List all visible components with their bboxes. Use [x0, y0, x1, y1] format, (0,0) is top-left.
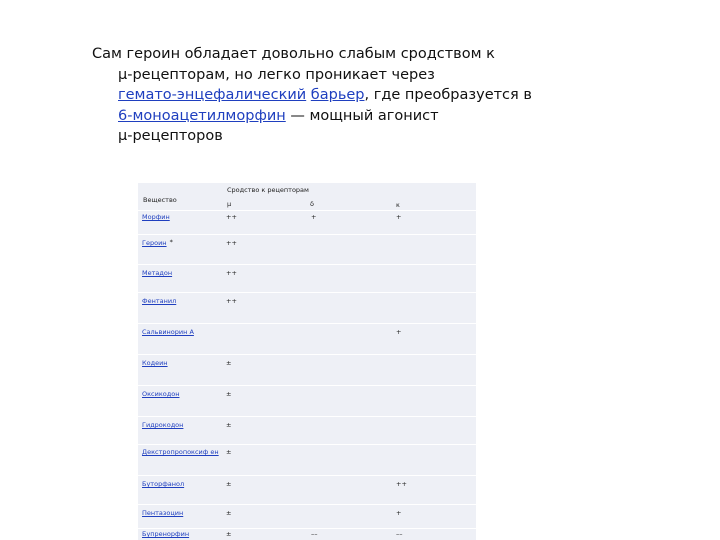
intro-after-6mam: — мощный агонист	[285, 107, 439, 124]
mu-value: ++	[226, 239, 237, 247]
table-row	[138, 444, 476, 475]
table-row	[138, 385, 476, 416]
intro-line-4	[92, 106, 592, 127]
intro-after-bbb: , где преобразуется в	[364, 87, 532, 103]
footnote-mark: *	[169, 238, 173, 246]
table-row	[138, 354, 476, 385]
row-separator	[138, 354, 476, 355]
table-row	[138, 416, 476, 444]
mu-value: ++	[226, 213, 237, 221]
substance-link[interactable]: Бупренорфин	[142, 530, 190, 538]
row-separator	[138, 444, 476, 445]
row-separator	[138, 210, 476, 211]
intro-line-2: μ-рецепторам, но легко проникает через	[118, 66, 435, 83]
receptor-affinity-table	[138, 183, 476, 540]
substance-link[interactable]: Буторфанол	[142, 480, 185, 488]
intro-line-1: Сам героин обладает довольно слабым сродством к	[92, 46, 495, 62]
substance-link[interactable]: Сальвинорин A	[142, 328, 194, 336]
table-row	[138, 234, 476, 264]
kappa-value: +	[396, 328, 402, 336]
intro-paragraph	[92, 44, 592, 147]
row-separator	[138, 234, 476, 235]
link-blood-brain[interactable]: гемато-энцефалический	[118, 87, 307, 103]
header-affinity: Сродство к рецепторам	[227, 186, 309, 194]
table-row	[138, 210, 476, 234]
table-row	[138, 504, 476, 528]
substance-link[interactable]: Оксикодон	[142, 390, 180, 398]
substance-link[interactable]: Морфин	[142, 213, 170, 221]
intro-line-5: μ-рецепторов	[118, 128, 223, 144]
mu-value: ++	[226, 269, 237, 277]
mu-value: ±	[226, 509, 232, 517]
mu-value: ±	[226, 390, 232, 398]
kappa-value: ––	[396, 530, 403, 538]
header-substance: Вещество	[143, 196, 177, 204]
header-delta: δ	[310, 200, 314, 208]
row-separator	[138, 292, 476, 293]
intro-line-3	[92, 85, 592, 106]
header-kappa: κ	[396, 201, 400, 209]
substance-link[interactable]: Кодеин	[142, 359, 168, 367]
substance-link[interactable]: Фентанил	[142, 297, 177, 305]
mu-value: ±	[226, 448, 232, 456]
table-row	[138, 528, 476, 540]
row-separator	[138, 264, 476, 265]
kappa-value: ++	[396, 480, 407, 488]
row-separator	[138, 416, 476, 417]
table-row	[138, 264, 476, 292]
table-row	[138, 292, 476, 323]
mu-value: ±	[226, 359, 232, 367]
substance-link[interactable]: Героин	[142, 239, 167, 247]
row-separator	[138, 385, 476, 386]
row-separator	[138, 504, 476, 505]
row-separator	[138, 475, 476, 476]
mu-value: ++	[226, 297, 237, 305]
link-barrier[interactable]: барьер	[310, 87, 365, 103]
mu-value: ±	[226, 421, 232, 429]
table-header	[138, 183, 476, 207]
header-mu: μ	[227, 200, 232, 208]
substance-link[interactable]: Пентазоцин	[142, 509, 184, 517]
row-separator	[138, 323, 476, 324]
row-separator	[138, 528, 476, 529]
delta-value: +	[311, 213, 317, 221]
kappa-value: +	[396, 213, 402, 221]
mu-value: ±	[226, 480, 232, 488]
substance-link[interactable]: Гидрокодон	[142, 421, 184, 429]
mu-value: ±	[226, 530, 232, 538]
kappa-value: +	[396, 509, 402, 517]
table-row	[138, 475, 476, 504]
substance-link[interactable]: Декстропропоксиф ен	[142, 448, 219, 456]
substance-link[interactable]: Метадон	[142, 269, 173, 277]
delta-value: ––	[311, 530, 318, 538]
link-6mam[interactable]: 6-моноацетилморфин	[118, 107, 286, 124]
table-row	[138, 323, 476, 354]
